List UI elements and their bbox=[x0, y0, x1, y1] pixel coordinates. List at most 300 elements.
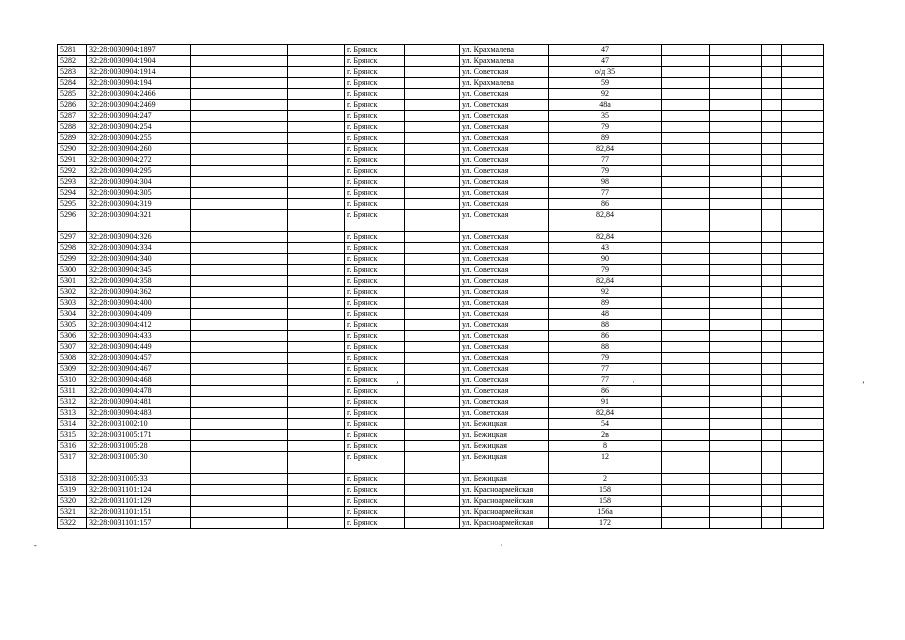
table-row bbox=[58, 353, 824, 364]
cell-house: 89 bbox=[549, 298, 662, 309]
cell-empty bbox=[782, 199, 824, 210]
cell-empty bbox=[405, 254, 460, 265]
cell-city: г. Брянск bbox=[345, 133, 405, 144]
table-row bbox=[58, 342, 824, 353]
cell-empty bbox=[662, 232, 710, 243]
cell-num: 5297 bbox=[58, 232, 87, 243]
cell-empty bbox=[288, 89, 345, 100]
cell-house: 48а bbox=[549, 100, 662, 111]
cell-empty bbox=[405, 56, 460, 67]
cell-empty bbox=[762, 309, 782, 320]
cell-empty bbox=[762, 199, 782, 210]
table-row bbox=[58, 441, 824, 452]
cell-city: г. Брянск bbox=[345, 452, 405, 474]
cell-cad: 32:28:0031101:129 bbox=[87, 496, 191, 507]
cell-empty bbox=[662, 56, 710, 67]
table-row bbox=[58, 287, 824, 298]
cell-city: г. Брянск bbox=[345, 364, 405, 375]
cell-num: 5303 bbox=[58, 298, 87, 309]
cell-empty bbox=[288, 199, 345, 210]
cell-empty bbox=[288, 375, 345, 386]
cell-city: г. Брянск bbox=[345, 485, 405, 496]
cell-empty bbox=[191, 166, 288, 177]
cell-street: ул. Советская bbox=[460, 111, 549, 122]
cell-street: ул. Советская bbox=[460, 232, 549, 243]
cell-empty bbox=[710, 408, 762, 419]
cell-empty bbox=[191, 78, 288, 89]
cell-empty bbox=[662, 45, 710, 56]
cell-city: г. Брянск bbox=[345, 320, 405, 331]
cell-empty bbox=[762, 67, 782, 78]
cell-empty bbox=[191, 353, 288, 364]
cell-house: 82,84 bbox=[549, 408, 662, 419]
cell-empty bbox=[710, 78, 762, 89]
table-row bbox=[58, 188, 824, 199]
cell-empty bbox=[405, 375, 460, 386]
cell-empty bbox=[662, 199, 710, 210]
cell-cad: 32:28:0030904:457 bbox=[87, 353, 191, 364]
cell-street: ул. Советская bbox=[460, 67, 549, 78]
cell-empty bbox=[405, 331, 460, 342]
cell-empty bbox=[710, 496, 762, 507]
cell-empty bbox=[662, 309, 710, 320]
cell-empty bbox=[762, 430, 782, 441]
cell-num: 5322 bbox=[58, 518, 87, 529]
cell-empty bbox=[762, 331, 782, 342]
cell-cad: 32:28:0031002:10 bbox=[87, 419, 191, 430]
cell-city: г. Брянск bbox=[345, 232, 405, 243]
cell-empty bbox=[710, 144, 762, 155]
cell-num: 5285 bbox=[58, 89, 87, 100]
cell-empty bbox=[710, 45, 762, 56]
cell-empty bbox=[762, 485, 782, 496]
cell-num: 5283 bbox=[58, 67, 87, 78]
cell-empty bbox=[710, 485, 762, 496]
cell-empty bbox=[662, 265, 710, 276]
cell-empty bbox=[710, 309, 762, 320]
cell-street: ул. Советская bbox=[460, 276, 549, 287]
cell-street: ул. Советская bbox=[460, 397, 549, 408]
cell-empty bbox=[662, 287, 710, 298]
cell-empty bbox=[662, 397, 710, 408]
cell-house: 35 bbox=[549, 111, 662, 122]
cell-street: ул. Советская bbox=[460, 144, 549, 155]
cell-empty bbox=[762, 188, 782, 199]
cell-empty bbox=[405, 276, 460, 287]
cell-cad: 32:28:0030904:478 bbox=[87, 386, 191, 397]
cell-empty bbox=[662, 210, 710, 232]
cell-empty bbox=[710, 430, 762, 441]
scan-mark: ˙ bbox=[500, 543, 503, 552]
cell-empty bbox=[405, 364, 460, 375]
cell-empty bbox=[191, 56, 288, 67]
cell-city: г. Брянск bbox=[345, 408, 405, 419]
cell-house: 89 bbox=[549, 133, 662, 144]
cell-num: 5321 bbox=[58, 507, 87, 518]
cell-empty bbox=[662, 122, 710, 133]
cell-empty bbox=[191, 45, 288, 56]
cell-empty bbox=[710, 133, 762, 144]
cell-cad: 32:28:0030904:481 bbox=[87, 397, 191, 408]
cell-empty bbox=[710, 287, 762, 298]
cell-empty bbox=[405, 133, 460, 144]
cell-empty bbox=[782, 276, 824, 287]
cell-empty bbox=[405, 199, 460, 210]
cell-empty bbox=[782, 111, 824, 122]
cell-city: г. Брянск bbox=[345, 496, 405, 507]
table-row bbox=[58, 67, 824, 78]
cell-street: ул. Советская bbox=[460, 353, 549, 364]
cell-house: 79 bbox=[549, 166, 662, 177]
cell-empty bbox=[710, 419, 762, 430]
cell-city: г. Брянск bbox=[345, 78, 405, 89]
cell-num: 5311 bbox=[58, 386, 87, 397]
cell-empty bbox=[782, 496, 824, 507]
cell-empty bbox=[662, 507, 710, 518]
cell-empty bbox=[405, 265, 460, 276]
cell-empty bbox=[405, 397, 460, 408]
cell-empty bbox=[782, 342, 824, 353]
cell-empty bbox=[405, 188, 460, 199]
cell-empty bbox=[710, 364, 762, 375]
cell-empty bbox=[710, 122, 762, 133]
table-row bbox=[58, 133, 824, 144]
cell-house: 79 bbox=[549, 353, 662, 364]
scan-mark: ʼ bbox=[396, 380, 399, 389]
cell-empty bbox=[762, 320, 782, 331]
cell-empty bbox=[288, 408, 345, 419]
cell-empty bbox=[191, 331, 288, 342]
cell-street: ул. Советская bbox=[460, 133, 549, 144]
cell-empty bbox=[762, 507, 782, 518]
cell-street: ул. Советская bbox=[460, 265, 549, 276]
cell-empty bbox=[762, 419, 782, 430]
cell-cad: 32:28:0030904:358 bbox=[87, 276, 191, 287]
table-row bbox=[58, 276, 824, 287]
cell-city: г. Брянск bbox=[345, 298, 405, 309]
cell-street: ул. Советская bbox=[460, 375, 549, 386]
cell-empty bbox=[782, 375, 824, 386]
cell-empty bbox=[782, 133, 824, 144]
cell-num: 5301 bbox=[58, 276, 87, 287]
cell-empty bbox=[662, 419, 710, 430]
cell-empty bbox=[191, 430, 288, 441]
cell-house: 79 bbox=[549, 122, 662, 133]
table-row bbox=[58, 254, 824, 265]
cell-num: 5296 bbox=[58, 210, 87, 232]
table-body bbox=[58, 45, 824, 529]
cell-empty bbox=[710, 397, 762, 408]
cell-city: г. Брянск bbox=[345, 419, 405, 430]
cell-city: г. Брянск bbox=[345, 243, 405, 254]
cell-num: 5281 bbox=[58, 45, 87, 56]
cell-empty bbox=[191, 199, 288, 210]
cell-empty bbox=[288, 100, 345, 111]
cell-street: ул. Советская bbox=[460, 386, 549, 397]
cell-street: ул. Советская bbox=[460, 122, 549, 133]
cell-num: 5302 bbox=[58, 287, 87, 298]
cell-empty bbox=[782, 430, 824, 441]
cell-house: 82,84 bbox=[549, 210, 662, 232]
cell-empty bbox=[405, 232, 460, 243]
cell-cad: 32:28:0031101:124 bbox=[87, 485, 191, 496]
cell-cad: 32:28:0031005:33 bbox=[87, 474, 191, 485]
cell-cad: 32:28:0030904:449 bbox=[87, 342, 191, 353]
cell-empty bbox=[405, 507, 460, 518]
cell-empty bbox=[710, 298, 762, 309]
cell-empty bbox=[191, 298, 288, 309]
cell-empty bbox=[782, 100, 824, 111]
cell-empty bbox=[762, 133, 782, 144]
cell-empty bbox=[288, 287, 345, 298]
cell-street: ул. Советская bbox=[460, 408, 549, 419]
cell-house: 86 bbox=[549, 331, 662, 342]
cell-empty bbox=[405, 320, 460, 331]
cell-empty bbox=[405, 78, 460, 89]
cell-city: г. Брянск bbox=[345, 518, 405, 529]
cell-empty bbox=[288, 386, 345, 397]
cell-empty bbox=[710, 67, 762, 78]
cell-house: 82,84 bbox=[549, 232, 662, 243]
cell-empty bbox=[191, 518, 288, 529]
cell-city: г. Брянск bbox=[345, 397, 405, 408]
cell-street: ул. Советская bbox=[460, 331, 549, 342]
cell-empty bbox=[782, 232, 824, 243]
cell-empty bbox=[710, 89, 762, 100]
cell-empty bbox=[288, 507, 345, 518]
cell-num: 5307 bbox=[58, 342, 87, 353]
table-row bbox=[58, 474, 824, 485]
cell-street: ул. Красноармейская bbox=[460, 518, 549, 529]
cell-house: 156а bbox=[549, 507, 662, 518]
cell-house: 158 bbox=[549, 496, 662, 507]
cell-empty bbox=[762, 254, 782, 265]
cell-empty bbox=[405, 408, 460, 419]
cell-empty bbox=[405, 122, 460, 133]
cell-empty bbox=[405, 45, 460, 56]
table-row bbox=[58, 485, 824, 496]
cell-empty bbox=[405, 342, 460, 353]
cell-num: 5292 bbox=[58, 166, 87, 177]
cell-empty bbox=[191, 188, 288, 199]
cell-empty bbox=[662, 496, 710, 507]
cell-num: 5308 bbox=[58, 353, 87, 364]
table-row bbox=[58, 309, 824, 320]
cell-empty bbox=[710, 320, 762, 331]
cell-empty bbox=[191, 89, 288, 100]
cell-empty bbox=[662, 298, 710, 309]
cell-city: г. Брянск bbox=[345, 507, 405, 518]
cell-cad: 32:28:0030904:304 bbox=[87, 177, 191, 188]
table-row bbox=[58, 199, 824, 210]
cell-house: 88 bbox=[549, 320, 662, 331]
cell-num: 5314 bbox=[58, 419, 87, 430]
cell-cad: 32:28:0030904:468 bbox=[87, 375, 191, 386]
cell-empty bbox=[762, 122, 782, 133]
table-row bbox=[58, 89, 824, 100]
cell-empty bbox=[662, 320, 710, 331]
table-row bbox=[58, 232, 824, 243]
cell-empty bbox=[288, 166, 345, 177]
cell-empty bbox=[762, 155, 782, 166]
cell-empty bbox=[782, 353, 824, 364]
cell-city: г. Брянск bbox=[345, 309, 405, 320]
table-row bbox=[58, 496, 824, 507]
cell-empty bbox=[710, 210, 762, 232]
cell-empty bbox=[782, 485, 824, 496]
cell-cad: 32:28:0031101:157 bbox=[87, 518, 191, 529]
cell-empty bbox=[782, 89, 824, 100]
table-row bbox=[58, 397, 824, 408]
cell-num: 5310 bbox=[58, 375, 87, 386]
cell-empty bbox=[191, 287, 288, 298]
cell-num: 5294 bbox=[58, 188, 87, 199]
cell-empty bbox=[710, 276, 762, 287]
cell-empty bbox=[710, 199, 762, 210]
cell-num: 5295 bbox=[58, 199, 87, 210]
cell-cad: 32:28:0030904:400 bbox=[87, 298, 191, 309]
cell-empty bbox=[782, 67, 824, 78]
cell-num: 5313 bbox=[58, 408, 87, 419]
cell-empty bbox=[782, 386, 824, 397]
cell-empty bbox=[288, 144, 345, 155]
cell-street: ул. Советская bbox=[460, 309, 549, 320]
cell-street: ул. Советская bbox=[460, 320, 549, 331]
table-row bbox=[58, 144, 824, 155]
cell-empty bbox=[762, 89, 782, 100]
cell-cad: 32:28:0031005:30 bbox=[87, 452, 191, 474]
cell-empty bbox=[191, 232, 288, 243]
cell-city: г. Брянск bbox=[345, 199, 405, 210]
cell-empty bbox=[191, 144, 288, 155]
cell-num: 5312 bbox=[58, 397, 87, 408]
cell-house: 92 bbox=[549, 287, 662, 298]
cell-empty bbox=[405, 111, 460, 122]
cell-empty bbox=[288, 364, 345, 375]
cell-cad: 32:28:0030904:1904 bbox=[87, 56, 191, 67]
cell-empty bbox=[782, 45, 824, 56]
cell-cad: 32:28:0030904:305 bbox=[87, 188, 191, 199]
cell-house: 158 bbox=[549, 485, 662, 496]
cell-num: 5290 bbox=[58, 144, 87, 155]
cell-street: ул. Советская bbox=[460, 100, 549, 111]
cell-empty bbox=[762, 287, 782, 298]
cell-empty bbox=[191, 111, 288, 122]
cell-house: 47 bbox=[549, 45, 662, 56]
cell-empty bbox=[710, 243, 762, 254]
cell-empty bbox=[710, 474, 762, 485]
cell-empty bbox=[191, 265, 288, 276]
cell-cad: 32:28:0030904:321 bbox=[87, 210, 191, 232]
cell-empty bbox=[288, 397, 345, 408]
cell-empty bbox=[782, 287, 824, 298]
cell-street: ул. Красноармейская bbox=[460, 507, 549, 518]
cell-empty bbox=[288, 265, 345, 276]
cell-city: г. Брянск bbox=[345, 166, 405, 177]
cell-city: г. Брянск bbox=[345, 155, 405, 166]
cell-empty bbox=[288, 496, 345, 507]
cell-empty bbox=[288, 243, 345, 254]
cell-empty bbox=[405, 243, 460, 254]
cell-empty bbox=[405, 474, 460, 485]
cell-cad: 32:28:0031005:28 bbox=[87, 441, 191, 452]
cell-empty bbox=[288, 309, 345, 320]
cell-empty bbox=[762, 276, 782, 287]
cell-house: 77 bbox=[549, 188, 662, 199]
cell-empty bbox=[762, 342, 782, 353]
cell-empty bbox=[662, 111, 710, 122]
cell-empty bbox=[405, 430, 460, 441]
table-row bbox=[58, 166, 824, 177]
cell-street: ул. Советская bbox=[460, 188, 549, 199]
cell-empty bbox=[405, 287, 460, 298]
cell-empty bbox=[405, 452, 460, 474]
cell-empty bbox=[782, 254, 824, 265]
cell-cad: 32:28:0030904:1897 bbox=[87, 45, 191, 56]
cell-house: 172 bbox=[549, 518, 662, 529]
cell-street: ул. Советская bbox=[460, 210, 549, 232]
cell-empty bbox=[288, 122, 345, 133]
cell-empty bbox=[782, 419, 824, 430]
cell-empty bbox=[191, 276, 288, 287]
cell-empty bbox=[782, 474, 824, 485]
cell-empty bbox=[288, 276, 345, 287]
cell-empty bbox=[288, 155, 345, 166]
cell-house: 86 bbox=[549, 199, 662, 210]
cell-num: 5316 bbox=[58, 441, 87, 452]
cell-empty bbox=[405, 298, 460, 309]
cell-empty bbox=[405, 309, 460, 320]
cell-cad: 32:28:0031005:171 bbox=[87, 430, 191, 441]
cell-num: 5305 bbox=[58, 320, 87, 331]
cell-empty bbox=[191, 397, 288, 408]
cell-empty bbox=[662, 144, 710, 155]
cell-empty bbox=[782, 78, 824, 89]
cell-empty bbox=[288, 177, 345, 188]
cell-empty bbox=[288, 353, 345, 364]
cell-street: ул. Советская bbox=[460, 364, 549, 375]
cell-empty bbox=[191, 441, 288, 452]
cell-empty bbox=[662, 133, 710, 144]
cell-city: г. Брянск bbox=[345, 375, 405, 386]
cell-empty bbox=[662, 276, 710, 287]
cell-city: г. Брянск bbox=[345, 474, 405, 485]
table-row bbox=[58, 78, 824, 89]
cell-empty bbox=[191, 386, 288, 397]
cell-empty bbox=[662, 100, 710, 111]
cell-cad: 32:28:0030904:247 bbox=[87, 111, 191, 122]
cell-city: г. Брянск bbox=[345, 386, 405, 397]
cell-empty bbox=[762, 210, 782, 232]
cell-empty bbox=[762, 111, 782, 122]
cell-empty bbox=[191, 243, 288, 254]
cell-empty bbox=[405, 441, 460, 452]
cell-cad: 32:28:0030904:194 bbox=[87, 78, 191, 89]
cell-empty bbox=[191, 133, 288, 144]
cell-house: 2в bbox=[549, 430, 662, 441]
table-row bbox=[58, 518, 824, 529]
cell-cad: 32:28:0030904:412 bbox=[87, 320, 191, 331]
cell-empty bbox=[710, 100, 762, 111]
cell-empty bbox=[662, 353, 710, 364]
table-row bbox=[58, 386, 824, 397]
cell-empty bbox=[288, 320, 345, 331]
cell-cad: 32:28:0030904:2469 bbox=[87, 100, 191, 111]
cell-num: 5286 bbox=[58, 100, 87, 111]
cell-empty bbox=[782, 397, 824, 408]
cell-empty bbox=[191, 408, 288, 419]
cell-street: ул. Советская bbox=[460, 342, 549, 353]
